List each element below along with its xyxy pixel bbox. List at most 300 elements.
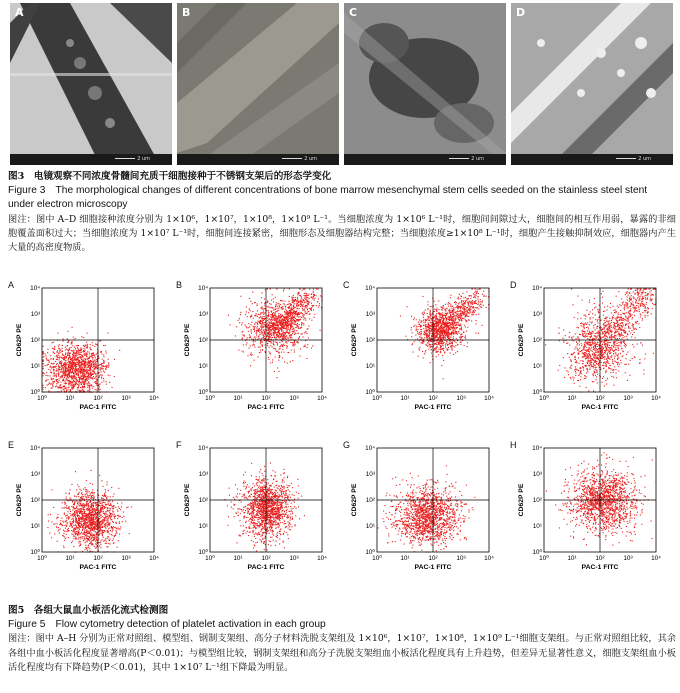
data-point [96,365,97,366]
data-point [427,309,428,310]
data-point [630,360,631,361]
data-point [413,319,414,320]
data-point [478,293,479,294]
data-point [56,375,57,376]
data-point [281,334,282,335]
data-point [68,374,69,375]
data-point [57,363,58,364]
data-point [247,337,248,338]
data-point [306,295,307,296]
data-point [294,341,295,342]
em-info-bar [177,154,339,165]
data-point [450,342,451,343]
data-point [470,303,471,304]
data-point [447,323,448,324]
data-point [271,300,272,301]
data-point [583,370,584,371]
data-point [439,337,440,338]
data-point [66,371,67,372]
data-point [562,338,563,339]
data-point [53,370,54,371]
data-point [90,368,91,369]
data-point [590,336,591,337]
data-point [68,355,69,356]
data-point [64,387,65,388]
data-point [445,315,446,316]
data-point [595,314,596,315]
data-point [436,309,437,310]
data-point [276,302,277,303]
data-point [240,296,241,297]
data-point [297,299,298,300]
data-point [446,318,447,319]
data-point [76,364,77,365]
data-point [92,342,93,343]
data-point [88,362,89,363]
data-point [84,369,85,370]
data-point [447,304,448,305]
data-point [320,295,321,296]
data-point [89,383,90,384]
data-point [86,378,87,379]
data-point [439,331,440,332]
data-point [618,313,619,314]
data-point [73,377,74,378]
data-point [435,328,436,329]
data-point [440,348,441,349]
data-point [639,298,640,299]
data-point [272,294,273,295]
data-point [260,352,261,353]
data-point [254,324,255,325]
data-point [255,337,256,338]
data-point [65,365,66,366]
data-point [418,326,419,327]
data-point [239,322,240,323]
data-point [307,303,308,304]
data-point [51,358,52,359]
data-point [486,296,487,297]
data-point [301,297,302,298]
data-point [467,346,468,347]
data-point [253,318,254,319]
data-point [251,332,252,333]
data-point [292,342,293,343]
data-point [261,338,262,339]
data-point [475,307,476,308]
data-point [443,336,444,337]
data-point [293,301,294,302]
data-point [617,359,618,360]
data-point [246,307,247,308]
data-point [465,315,466,316]
data-point [467,327,468,328]
data-point [425,322,426,323]
data-point [71,342,72,343]
data-point [96,389,97,390]
data-point [114,359,115,360]
data-point [77,359,78,360]
data-point [56,356,57,357]
data-point [87,372,88,373]
data-point [305,305,306,306]
data-point [267,306,268,307]
data-point [88,385,89,386]
data-point [298,304,299,305]
data-point [89,389,90,390]
data-point [72,364,73,365]
data-point [256,327,257,328]
data-point [292,331,293,332]
data-point [622,302,623,303]
data-point [293,344,294,345]
data-point [82,356,83,357]
data-point [424,313,425,314]
data-point [468,310,469,311]
data-point [268,310,269,311]
data-point [299,314,300,315]
data-point [62,372,63,373]
data-point [423,357,424,358]
data-point [285,314,286,315]
data-point [424,337,425,338]
data-point [79,371,80,372]
data-point [59,344,60,345]
data-point [476,307,477,308]
data-point [299,304,300,305]
data-point [262,342,263,343]
data-point [287,304,288,305]
data-point [478,309,479,310]
data-point [91,375,92,376]
data-point [263,308,264,309]
data-point [262,312,263,313]
data-point [53,376,54,377]
data-point [93,362,94,363]
data-point [414,317,415,318]
data-point [466,300,467,301]
data-point [454,321,455,322]
data-point [588,353,589,354]
data-point [452,350,453,351]
data-point [83,337,84,338]
data-point [615,326,616,327]
data-point [272,337,273,338]
data-point [454,327,455,328]
data-point [262,309,263,310]
data-point [447,350,448,351]
data-point [244,335,245,336]
data-point [76,373,77,374]
data-point [586,353,587,354]
data-point [615,318,616,319]
data-point [260,343,261,344]
data-point [301,322,302,323]
data-point [459,319,460,320]
data-point [477,289,478,290]
data-point [452,343,453,344]
data-point [250,365,251,366]
data-point [457,298,458,299]
data-point [617,326,618,327]
data-point [453,321,454,322]
data-point [284,325,285,326]
data-point [275,319,276,320]
data-point [461,316,462,317]
data-point [642,292,643,293]
data-point [76,351,77,352]
data-point [54,346,55,347]
data-point [62,380,63,381]
data-point [259,322,260,323]
data-point [68,364,69,365]
data-point [82,367,83,368]
data-point [294,300,295,301]
data-point [268,315,269,316]
data-point [275,339,276,340]
data-point [297,313,298,314]
data-point [300,300,301,301]
data-point [279,349,280,350]
data-point [318,307,319,308]
data-point [69,376,70,377]
data-point [595,324,596,325]
data-point [611,322,612,323]
data-point [454,333,455,334]
data-point [422,313,423,314]
y-tick-label: 10² [198,337,208,344]
data-point [270,323,271,324]
data-point [65,376,66,377]
data-point [429,331,430,332]
data-point [287,326,288,327]
data-point [652,303,653,304]
figure-3-title-en: Figure 3 The morphological changes of different concentrations of bone marrow mesenchymal stem cells seeded on the stainless steel stent under electron microscopy [8,185,648,211]
data-point [87,345,88,346]
data-point [271,333,272,334]
data-point [599,310,600,311]
data-point [65,368,66,369]
data-point [299,295,300,296]
data-point [64,366,65,367]
data-point [431,346,432,347]
data-point [275,329,276,330]
y-tick-label: 10³ [198,311,208,318]
data-point [456,307,457,308]
data-point [421,321,422,322]
data-point [254,347,255,348]
data-point [243,344,244,345]
data-point [260,342,261,343]
data-point [75,378,76,379]
data-point [63,338,64,339]
data-point [473,311,474,312]
data-point [443,330,444,331]
data-point [259,347,260,348]
data-point [267,315,268,316]
data-point [466,311,467,312]
data-point [462,308,463,309]
data-point [279,328,280,329]
data-point [418,348,419,349]
data-point [43,385,44,386]
data-point [59,368,60,369]
data-point [66,390,67,391]
data-point [84,367,85,368]
data-point [625,304,626,305]
data-point [73,337,74,338]
data-point [480,299,481,300]
data-point [72,381,73,382]
data-point [307,300,308,301]
data-point [288,301,289,302]
data-point [56,370,57,371]
data-point [296,319,297,320]
data-point [438,333,439,334]
data-point [636,300,637,301]
data-point [81,336,82,337]
data-point [69,380,70,381]
data-point [277,322,278,323]
data-point [264,332,265,333]
data-point [596,328,597,329]
data-point [100,369,101,370]
data-point [567,343,568,344]
data-point [260,329,261,330]
data-point [421,329,422,330]
data-point [586,350,587,351]
data-point [79,390,80,391]
data-point [476,293,477,294]
data-point [612,359,613,360]
data-point [314,300,315,301]
data-point [46,358,47,359]
data-point [441,343,442,344]
data-point [594,307,595,308]
data-point [68,366,69,367]
data-point [302,290,303,291]
data-point [430,311,431,312]
data-point [608,324,609,325]
data-point [578,357,579,358]
data-point [625,358,626,359]
data-point [422,341,423,342]
data-point [83,386,84,387]
data-point [423,322,424,323]
data-point [96,359,97,360]
data-point [294,307,295,308]
data-point [469,301,470,302]
data-point [89,386,90,387]
data-point [424,330,425,331]
data-point [274,314,275,315]
data-point [75,348,76,349]
data-point [262,316,263,317]
data-point [476,320,477,321]
data-point [443,337,444,338]
data-point [92,377,93,378]
data-point [420,333,421,334]
data-point [579,374,580,375]
data-point [270,330,271,331]
data-point [243,351,244,352]
data-point [478,296,479,297]
data-point [435,322,436,323]
data-point [70,381,71,382]
data-point [72,327,73,328]
data-point [65,360,66,361]
data-point [107,333,108,334]
data-point [81,350,82,351]
data-point [58,348,59,349]
data-point [91,356,92,357]
data-point [475,300,476,301]
data-point [272,362,273,363]
data-point [238,320,239,321]
data-point [458,325,459,326]
data-point [72,372,73,373]
data-point [63,369,64,370]
data-point [99,386,100,387]
data-point [282,338,283,339]
data-point [71,347,72,348]
data-point [463,306,464,307]
data-point [251,331,252,332]
data-point [78,359,79,360]
data-point [447,312,448,313]
data-point [450,304,451,305]
data-point [293,302,294,303]
data-point [259,338,260,339]
data-point [95,381,96,382]
data-point [457,344,458,345]
data-point [312,345,313,346]
data-point [611,325,612,326]
data-point [583,326,584,327]
data-point [635,293,636,294]
data-point [593,349,594,350]
data-point [63,386,64,387]
data-point [78,377,79,378]
data-point [84,364,85,365]
data-point [239,318,240,319]
data-point [460,339,461,340]
data-point [295,297,296,298]
data-point [269,347,270,348]
data-point [311,307,312,308]
data-point [273,333,274,334]
data-point [473,293,474,294]
data-point [66,383,67,384]
data-point [468,312,469,313]
data-point [588,356,589,357]
data-point [586,373,587,374]
data-point [58,353,59,354]
data-point [43,375,44,376]
data-point [431,349,432,350]
data-point [57,379,58,380]
data-point [640,303,641,304]
data-point [287,322,288,323]
data-point [75,355,76,356]
data-point [272,320,273,321]
data-point [426,345,427,346]
data-point [453,346,454,347]
data-point [261,327,262,328]
data-point [442,324,443,325]
data-point [572,377,573,378]
data-point [464,337,465,338]
